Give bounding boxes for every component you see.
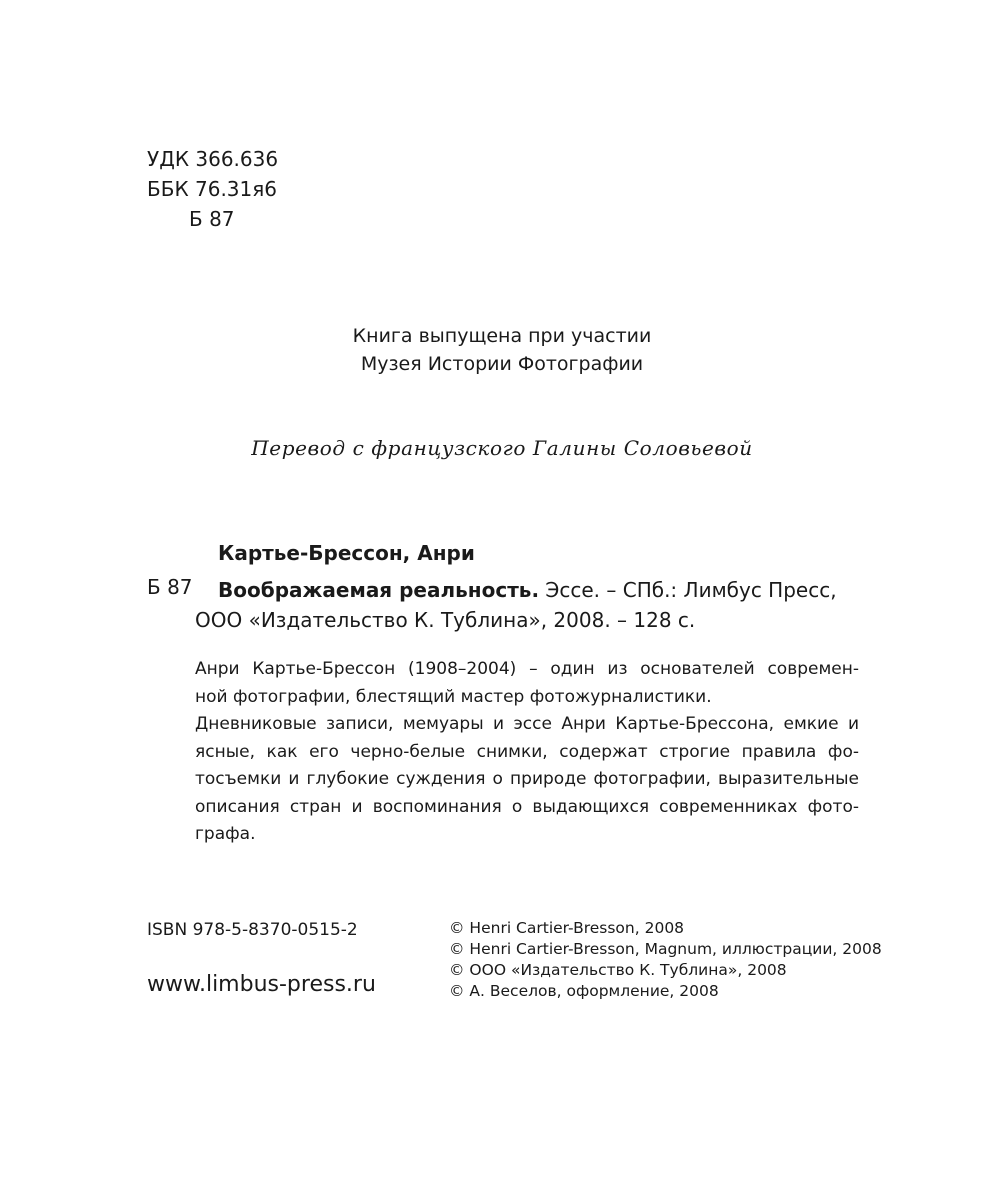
bibliographic-index: Б 87 bbox=[147, 575, 193, 599]
support-notice bbox=[0, 322, 1004, 378]
support-line-2: Музея Истории Фотографии bbox=[360, 353, 644, 375]
isbn: ISBN 978-5-8370-0515-2 bbox=[147, 920, 358, 940]
annotation-line: Анри Картье-Брессон (1908–2004) – один из основателей современ- bbox=[195, 659, 859, 679]
copyright-line: © ООО «Издательство К. Тублина», 2008 bbox=[449, 961, 787, 979]
support-line-1: Книга выпущена при участии bbox=[352, 325, 652, 347]
bibliographic-line-2: ООО «Издательство К. Тублина», 2008. – 128 с. bbox=[195, 608, 696, 632]
publication-details: Эссе. – СПб.: Лимбус Пресс, bbox=[539, 578, 837, 602]
annotation-line: тосъемки и глубокие суждения о природе фотографии, выразительные bbox=[195, 769, 859, 789]
book-title: Воображаемая реальность. bbox=[218, 578, 540, 602]
classification-block bbox=[147, 144, 278, 234]
bibliographic-description bbox=[195, 575, 855, 635]
annotation-line: графа. bbox=[195, 824, 256, 844]
copyright-line: © Henri Cartier-Bresson, 2008 bbox=[449, 919, 685, 937]
annotation-line: описания стран и воспоминания о выдающихся современниках фото- bbox=[195, 796, 859, 817]
author-heading: Картье-Брессон, Анри bbox=[218, 541, 475, 565]
annotation-line: ной фотографии, блестящий мастер фотожурналистики. bbox=[195, 686, 712, 707]
copyright-line: © А. Веселов, оформление, 2008 bbox=[449, 982, 719, 1000]
annotation-line: Дневниковые записи, мемуары и эссе Анри Картье-Брессона, емкие и bbox=[195, 714, 859, 734]
bibliographic-line-1 bbox=[195, 575, 855, 605]
annotation-line: ясные, как его черно-белые снимки, содержат строгие правила фо- bbox=[195, 741, 859, 762]
copyright-line: © Henri Cartier-Bresson, Magnum, иллюстрации, 2008 bbox=[449, 940, 882, 958]
translator-credit: Перевод с французского Галины Соловьевой bbox=[251, 436, 753, 460]
udk-code: УДК 366.636 bbox=[147, 147, 279, 171]
copyright-notices bbox=[449, 918, 882, 1002]
annotation bbox=[195, 656, 859, 849]
author-mark: Б 87 bbox=[189, 207, 235, 231]
publisher-website: www.limbus-press.ru bbox=[147, 972, 376, 997]
bbk-code: ББК 76.31я6 bbox=[147, 177, 278, 201]
